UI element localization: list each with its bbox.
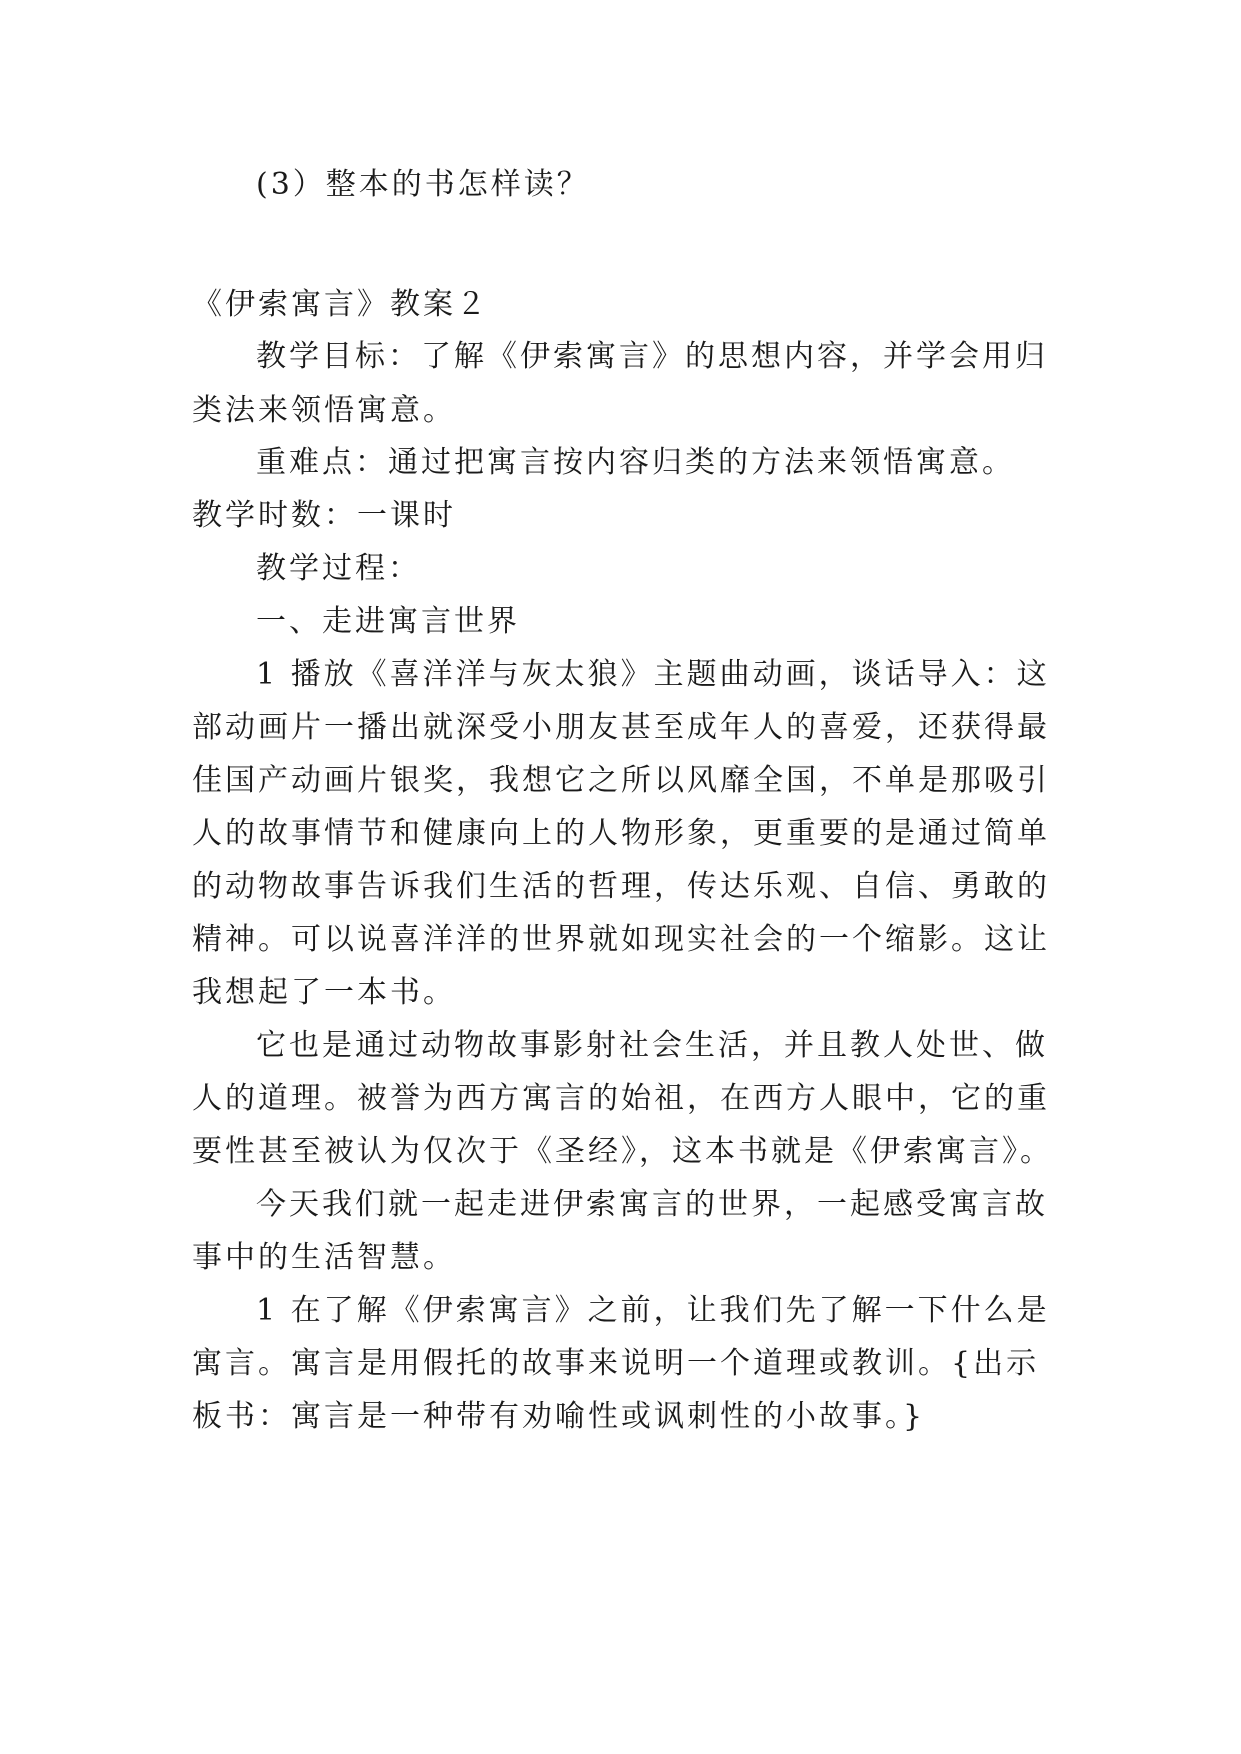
teaching-goal-cont: 类法来领悟寓意。 bbox=[192, 393, 456, 428]
process-heading: 教学过程： bbox=[256, 551, 421, 586]
paragraph-line: 部动画片一播出就深受小朋友甚至成年人的喜爱，还获得最 bbox=[192, 710, 1050, 745]
paragraph-line: 板书：寓言是一种带有劝喻性或讽刺性的小故事。} bbox=[192, 1399, 926, 1434]
paragraph-line: 我想起了一本书。 bbox=[192, 975, 456, 1010]
key-difficulty: 重难点：通过把寓言按内容归类的方法来领悟寓意。 bbox=[256, 445, 1015, 480]
paragraph-line: 1 在了解《伊索寓言》之前，让我们先了解一下什么是 bbox=[256, 1293, 1050, 1328]
paragraph-line: 事中的生活智慧。 bbox=[192, 1240, 456, 1275]
paragraph-line: 佳国产动画片银奖，我想它之所以风靡全国，不单是那吸引 bbox=[192, 763, 1050, 798]
paragraph-line: 人的故事情节和健康向上的人物形象，更重要的是通过简单 bbox=[192, 816, 1050, 851]
paragraph-line: 1 播放《喜洋洋与灰太狼》主题曲动画，谈话导入：这 bbox=[256, 657, 1050, 692]
paragraph-line: 今天我们就一起走进伊索寓言的世界，一起感受寓言故 bbox=[256, 1187, 1048, 1222]
section-heading-1: 一、走进寓言世界 bbox=[256, 604, 520, 639]
teaching-goal: 教学目标：了解《伊索寓言》的思想内容，并学会用归 bbox=[256, 339, 1048, 374]
paragraph-line: 它也是通过动物故事影射社会生活，并且教人处世、做 bbox=[256, 1028, 1048, 1063]
section-item-3: (3）整本的书怎样读？ bbox=[256, 167, 590, 202]
paragraph-line: 要性甚至被认为仅次于《圣经》，这本书就是《伊索寓言》。 bbox=[192, 1134, 1053, 1169]
paragraph-line: 人的道理。被誉为西方寓言的始祖，在西方人眼中，它的重 bbox=[192, 1081, 1050, 1116]
paragraph-line: 精神。可以说喜洋洋的世界就如现实社会的一个缩影。这让 bbox=[192, 922, 1050, 957]
lesson-duration: 教学时数：一课时 bbox=[192, 498, 456, 533]
paragraph-line: 的动物故事告诉我们生活的哲理，传达乐观、自信、勇敢的 bbox=[192, 869, 1050, 904]
paragraph-line: 寓言。寓言是用假托的故事来说明一个道理或教训。{出示 bbox=[192, 1346, 1040, 1381]
lesson-title: 《伊索寓言》教案２ bbox=[192, 287, 489, 322]
